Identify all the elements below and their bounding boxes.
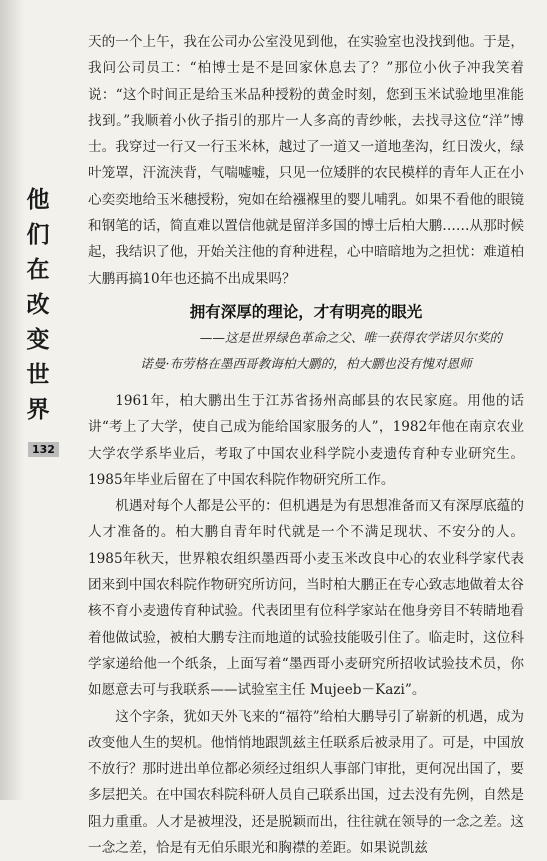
side-title-char: 在 [26, 256, 50, 283]
body-paragraph: 1961年，柏大鹏出生于江苏省扬州高邮县的农民家庭。用他的话讲“考上了大学，使自己成为能给国家服务的人”，1982年他在南京农业大学农学系毕业后，考取了中国农业科学院小麦遗传育种专业研究生。1985年毕业后留在了中国农科院作物研究所工作。 [88, 392, 524, 488]
page-body [88, 29, 524, 861]
continued-paragraph: 天的一个上午，我在公司办公室没见到他，在实验室也没找到他。于是，我问公司员工：“柏博士是不是回家休息去了？”那位小伙子冲我笑着说：“这个时间正是给玉米品种授粉的黄金时刻，您到玉米试验地里准能找到。”我顺着小伙子指引的那片一人多高的青纱帐，去找寻这位“洋”博士。我穿过一行又一行玉米林，越过了一道又一道地垄沟，红日泼火，绿叶笼罩，汗流浃背，气喘嘘嘘，只见一位矮胖的农民模样的青年人正在小心奕奕地给玉米穗授粉，宛如在给襁褓里的婴儿哺乳。如果不看他的眼镜和钢笔的话，简直难以置信他就是留洋多国的博士后柏大鹏……从那时候起，我结识了他，开始关注他的育种进程，心中暗暗地为之担忧：难道柏大鹏再搞10年也还搞不出成果吗？ [88, 34, 524, 287]
side-title-char: 界 [26, 396, 50, 423]
side-title-char: 们 [26, 221, 50, 248]
body-paragraph: 这个字条，犹如天外飞来的“福符”给柏大鹏导引了崭新的机遇，成为改变他人生的契机。他悄悄地跟凯兹主任联系后被录用了。可是，中国放不放行？那时进出单位都必须经过组织人事部门审批，更何况出国了，要多层把关。在中国农科院科研人员自己联系出国，过去没有先例，自然是阻力重重。人才是被埋没，还是脱颖而出，往往就在领导的一念之差。这一念之差，恰是有无伯乐眼光和胸襟的差距。如果说凯兹 [88, 708, 524, 857]
section-subtitle-line-1: ——这是世界绿色革命之父、唯一获得农学诺贝尔奖的 [199, 329, 502, 345]
side-title-char: 改 [26, 291, 50, 318]
running-side-title [24, 182, 52, 427]
spacer [88, 377, 524, 388]
page-number: 132 [28, 442, 59, 457]
side-title-char: 他 [26, 186, 50, 213]
body-paragraph: 机遇对每个人都是公平的：但机遇是为有思想准备而又有深厚底蕴的人才准备的。柏大鹏自青年时代就是一个不满足现状、不安分的人。1985年秋天，世界粮农组织墨西哥小麦玉米改良中心的农业科学家代表团来到中国农科院作物研究所访问，当时柏大鹏正在专心致志地做着太谷核不育小麦遗传育种试验。代表团里有位科学家站在他身旁目不转睛地看着他做试验，被柏大鹏专注而地道的试验技能吸引住了。临走时，这位科学家递给他一个纸条，上面写着“墨西哥小麦研究所招收试验技术员，你如愿意去可与我联系——试验室主任 Mujeeb－Kazi”。 [88, 498, 524, 699]
page-gutter-shadow [0, 0, 24, 800]
side-title-char: 变 [26, 326, 50, 353]
section-heading: 拥有深厚的理论，才有明亮的眼光 [189, 302, 423, 321]
side-title-char: 世 [26, 361, 50, 388]
section-subtitle-line-2: 诺曼·布劳格在墨西哥教诲柏大鹏的，柏大鹏也没有愧对恩师 [140, 355, 472, 371]
